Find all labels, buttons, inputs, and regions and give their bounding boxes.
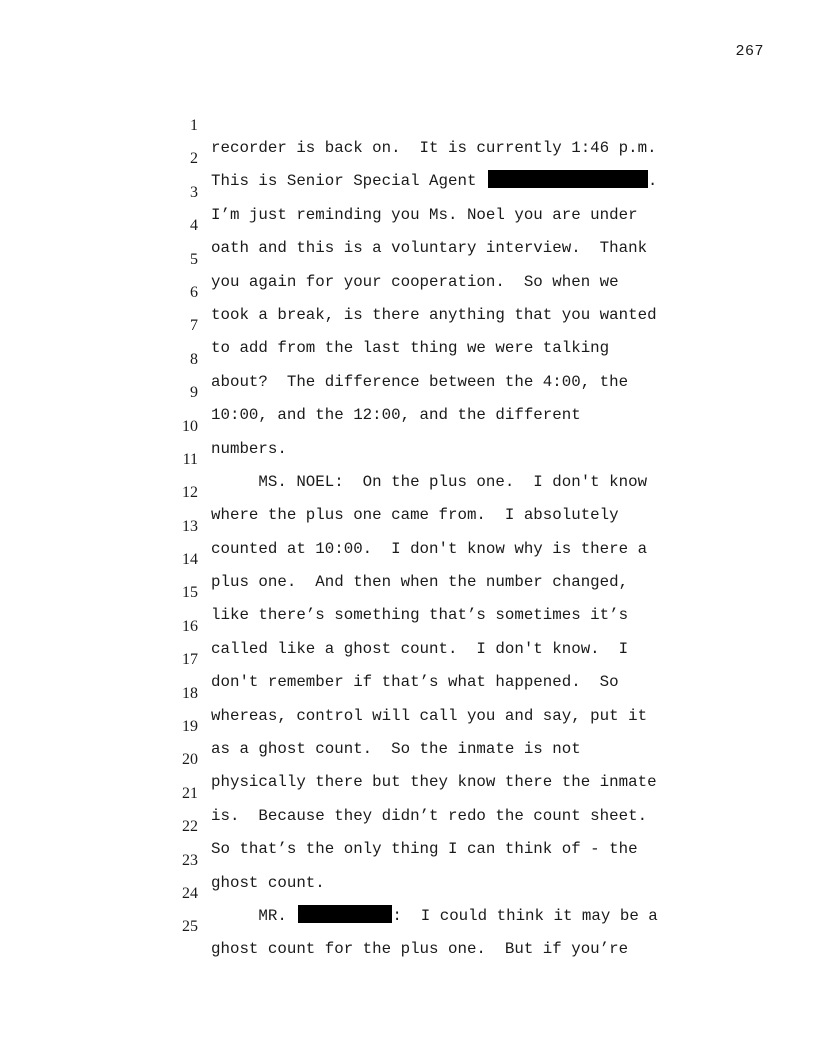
line-number: 16	[182, 617, 198, 635]
transcript-line	[0, 360, 816, 425]
line-number: 25	[182, 918, 198, 936]
transcript-line	[0, 894, 816, 959]
transcript-line	[0, 193, 816, 258]
transcript-line	[0, 394, 816, 458]
line-text-after-redaction: .	[647, 172, 658, 191]
line-text: where the plus one came from. I absolutely	[211, 506, 619, 525]
line-text: oath and this is a voluntary interview. Thank	[211, 239, 648, 258]
transcript-body	[0, 93, 816, 959]
line-text: counted at 10:00. I don't know why is there a	[211, 539, 648, 558]
line-text: I’m just reminding you Ms. Noel you are under	[211, 205, 638, 224]
line-number: 23	[182, 851, 198, 869]
line-number: 6	[190, 283, 198, 301]
transcript-line	[0, 327, 816, 391]
line-text: like there’s something that’s sometimes it’s	[211, 606, 629, 625]
line-text: physically there but they know there the inmate	[211, 773, 657, 792]
transcript-line	[0, 126, 816, 191]
line-text: So that’s the only thing I can think of - the	[211, 840, 638, 859]
line-text: whereas, control will call you and say, put it	[211, 706, 648, 725]
line-number: 11	[182, 450, 198, 468]
transcript-line	[0, 594, 816, 658]
transcript-line	[0, 861, 816, 925]
transcript-line	[0, 494, 816, 558]
transcript-line	[0, 694, 816, 759]
line-number: 19	[182, 718, 198, 736]
line-number: 9	[190, 384, 198, 402]
line-text: ghost count.	[211, 873, 325, 892]
line-number: 4	[190, 217, 198, 235]
line-text: recorder is back on. It is currently 1:46 p.m.	[211, 139, 657, 157]
page-number: 267	[735, 43, 764, 60]
transcript-line	[0, 427, 816, 491]
transcript-line	[0, 560, 816, 625]
line-text: took a break, is there anything that you wanted	[211, 305, 657, 324]
transcript-line	[0, 460, 816, 525]
line-number: 8	[190, 350, 198, 368]
line-text: as a ghost count. So the inmate is not	[211, 740, 581, 759]
transcript-line	[0, 828, 816, 892]
line-number: 24	[182, 884, 198, 902]
transcript-line	[0, 93, 816, 157]
line-text-before-redaction: This is Senior Special Agent	[211, 172, 486, 191]
line-text: MS. NOEL: On the plus one. I don't know	[211, 472, 648, 491]
transcript-line	[0, 160, 816, 224]
line-number: 20	[182, 751, 198, 769]
transcript-line	[0, 293, 816, 358]
line-number: 17	[182, 651, 198, 669]
line-number: 22	[182, 818, 198, 836]
line-number: 7	[190, 317, 198, 335]
line-number: 18	[182, 684, 198, 702]
transcript-line	[0, 627, 816, 692]
transcript-line	[0, 661, 816, 725]
line-number: 1	[190, 117, 198, 134]
transcript-line	[0, 794, 816, 859]
transcript-line	[0, 761, 816, 825]
line-text: ghost count for the plus one. But if you’re	[211, 940, 629, 959]
line-text: 10:00, and the 12:00, and the different	[211, 406, 581, 425]
transcript-line	[0, 727, 816, 792]
transcript-line	[0, 227, 816, 291]
transcript-line	[0, 260, 816, 324]
line-text: you again for your cooperation. So when we	[211, 272, 619, 291]
line-text: is. Because they didn’t redo the count sheet.	[211, 806, 648, 825]
line-text: to add from the last thing we were talking	[211, 339, 610, 358]
line-number: 12	[182, 484, 198, 502]
line-number: 13	[182, 517, 198, 535]
line-number: 5	[190, 250, 198, 268]
line-number: 2	[190, 150, 198, 168]
line-number: 10	[182, 417, 198, 435]
line-text-before-redaction: MR.	[211, 906, 297, 925]
line-number: 15	[182, 584, 198, 602]
line-number: 3	[190, 183, 198, 201]
transcript-line	[0, 527, 816, 592]
line-text: about? The difference between the 4:00, the	[211, 372, 629, 391]
line-text: plus one. And then when the number changed,	[211, 573, 629, 592]
line-text: called like a ghost count. I don't know. I	[211, 639, 629, 658]
line-text: don't remember if that’s what happened. So	[211, 673, 619, 692]
line-text-after-redaction: : I could think it may be a	[392, 906, 658, 925]
line-text: numbers.	[211, 439, 287, 458]
line-number: 21	[182, 784, 198, 802]
line-number: 14	[182, 551, 198, 569]
